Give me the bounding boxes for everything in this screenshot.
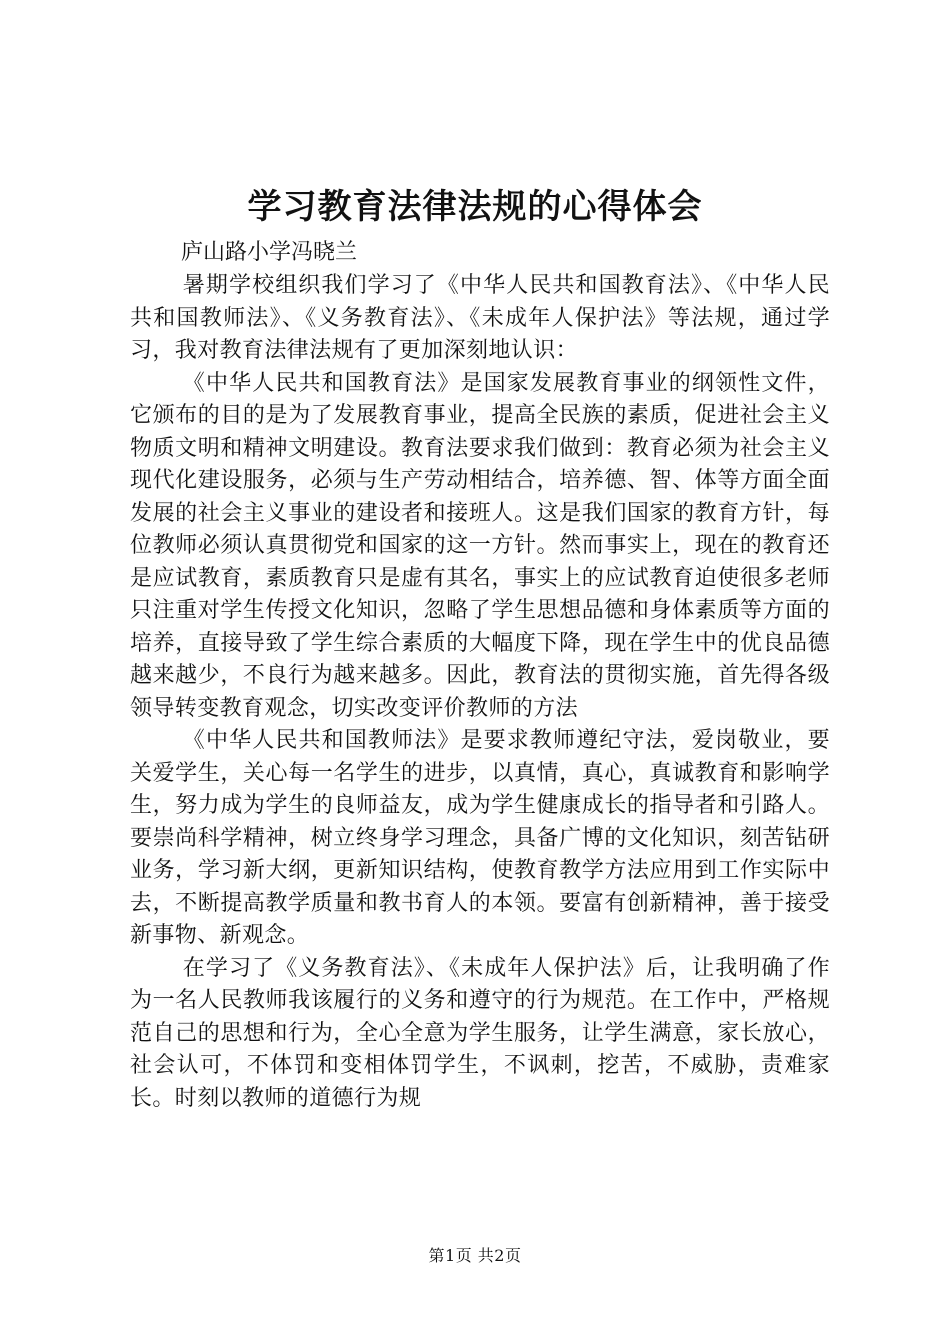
paragraph-education-law: 《中华人民共和国教育法》是国家发展教育事业的纲领性文件，它颁布的目的是为了发展教育事业，提高全民族的素质，促进社会主义物质文明和精神文明建设。教育法要求我们做到：教育必须为社会主义现代化建设服务，必须与生产劳动相结合，培养德、智、体等方面全面发展的社会主义事业的建设者和接班人。这是我们国家的教育方针，每位教师必须认真贯彻党和国家的这一方针。然而事实上，现在的教育还是应试教育，素质教育只是虚有其名，事实上的应试教育迫使很多老师只注重对学生传授文化知识，忽略了学生思想品德和身体素质等方面的培养，直接导致了学生综合素质的大幅度下降，现在学生中的优良品德越来越少，不良行为越来越多。因此，教育法的贯彻实施，首先得各级领导转变教育观念，切实改变评价教师的方法 [130, 370, 830, 721]
paragraph-teacher-law: 《中华人民共和国教师法》是要求教师遵纪守法，爱岗敬业，要关爱学生，关心每一名学生的进步，以真情，真心，真诚教育和影响学生，努力成为学生的良师益友，成为学生健康成长的指导者和引路人。要崇尚科学精神，树立终身学习理念，具备广博的文化知识，刻苦钻研业务，学习新大纲，更新知识结构，使教育教学方法应用到工作实际中去，不断提高教学质量和教书育人的本领。要富有创新精神，善于接受新事物、新观念。 [130, 728, 830, 948]
page-footer: 第1页 共2页 [428, 1246, 522, 1265]
document-body [130, 270, 830, 1115]
paragraph-intro: 暑期学校组织我们学习了《中华人民共和国教育法》、《中华人民共和国教师法》、《义务教育法》、《未成年人保护法》等法规，通过学习，我对教育法律法规有了更加深刻地认识： [130, 273, 830, 363]
author-line: 庐山路小学冯晓兰 [181, 240, 358, 265]
paragraph-compulsory-education: 在学习了《义务教育法》、《未成年人保护法》后，让我明确了作为一名人民教师我该履行的义务和遵守的行为规范。在工作中，严格规范自己的思想和行为，全心全意为学生服务，让学生满意，家长放心，社会认可，不体罚和变相体罚学生，不讽刺，挖苦，不威胁，责难家长。时刻以教师的道德行为规 [130, 955, 830, 1111]
document-title: 学习教育法律法规的心得体会 [247, 187, 703, 227]
